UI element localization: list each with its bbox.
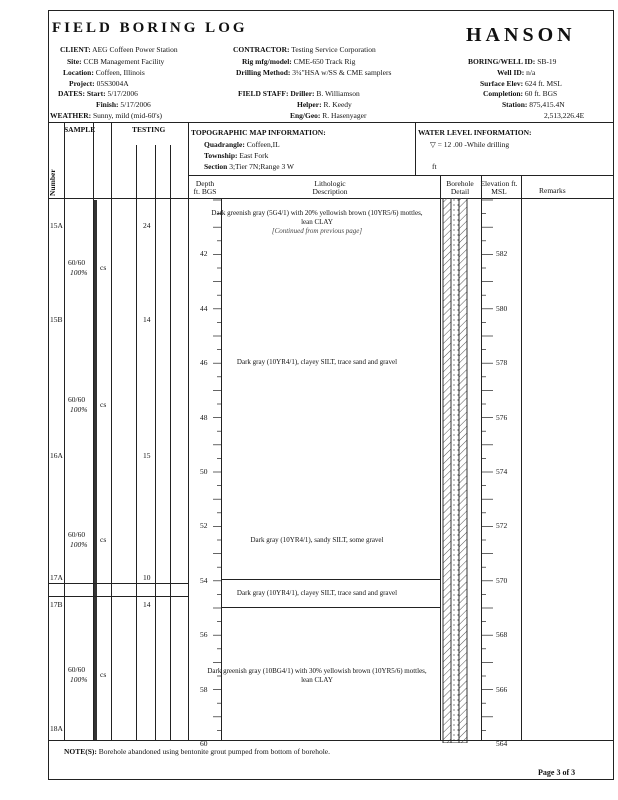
blow-count: 10 [143,573,151,582]
blow-count: 14 [143,600,151,609]
sample-type: cs [100,670,107,679]
sample-number: 16A [50,451,63,460]
depth-tick-label: 56 [200,630,208,640]
table-header-divider [48,198,614,199]
elevation-tick-label: 568 [496,630,508,640]
depth-col-header: Depth ft. BGS [193,179,217,196]
lith-description: Dark gray (10YR4/1), sandy SILT, some gravel [250,536,384,544]
lith-col-header: Lithologic Description [312,179,348,196]
blow-count: 15 [143,451,151,460]
elevation-tick-label: 578 [496,358,508,368]
sample-type: cs [100,400,107,409]
topo-heading: TOPOGRAPHIC MAP INFORMATION: [191,128,326,137]
page-title: FIELD BORING LOG [52,20,248,36]
boring-row: BORING/WELL ID: SB-19 [468,57,557,66]
lith-description: Dark gray (10YR4/1), clayey SILT, trace sand and gravel [236,358,398,366]
elevation-tick-label: 566 [496,684,508,694]
lith-description: Dark greenish gray (5G4/1) with 20% yellowish brown (10YR5/6) mottles, lean CLAY [211,209,423,226]
elevation-tick-label: 576 [496,412,508,422]
number-col-header: Number [48,169,57,196]
notes: NOTE(S): Borehole abandoned using bentonite grout pumped from bottom of borehole. [64,747,330,756]
elevation-tick-label: 582 [496,249,508,259]
elevation-tick-label: 572 [496,521,508,531]
sample-type: cs [100,263,107,272]
depth-tick-label: 52 [200,521,208,531]
water-heading: WATER LEVEL INFORMATION: [418,128,532,137]
recovery: 60/60 [68,395,86,404]
completion-row: Completion: 60 ft. BGS [483,89,558,98]
elevation-tick-label: 580 [496,303,508,313]
depth-tick-label: 42 [200,249,208,259]
elevation-tick-label: 564 [496,739,508,748]
lith-note: [Continued from previous page] [271,227,363,235]
remarks-col-header: Remarks [539,186,566,195]
blow-count: 24 [143,221,151,230]
depth-tick-label: 44 [200,303,208,313]
depth-tick-label: 58 [200,684,208,694]
lith-description: Dark greenish gray (10BG4/1) with 30% yellowish brown (10YR5/6) mottles, lean CLAY [207,667,427,684]
recovery: 60/60 [68,665,86,674]
rig-row: Rig mfg/model: CME-650 Track Rig [242,57,356,66]
contractor-row: CONTRACTOR: Testing Service Corporation [233,45,376,54]
section-row: Section 3;Tier 7N;Range 3 W [204,162,295,171]
footer-divider [48,740,614,741]
sample-number: 17B [50,600,63,609]
station-row: Station: 875,415.4N [502,100,565,109]
dates-row: DATES: Start: 5/17/2006 [58,89,138,98]
sample-number: 15A [50,221,63,230]
company-logo: HANSON [466,24,576,46]
recovery-pct: 100% [70,268,88,277]
elevation-tick-label: 574 [496,467,508,476]
recovery-pct: 100% [70,540,88,549]
surface-row: Surface Elev: 624 ft. MSL [480,79,562,88]
recovery-pct: 100% [70,675,88,684]
helper-row: Helper: R. Keedy [297,100,352,109]
page-number: Page 3 of 3 [538,768,576,777]
quad-row: Quadrangle: Coffeen,IL [204,140,280,149]
testing-heading: TESTING [132,125,166,134]
township-row: Township: East Fork [204,151,269,160]
sample-core-bar [94,200,97,740]
recovery: 60/60 [68,258,86,267]
weather-row: WEATHER: Sunny, mild (mid-60's) [50,111,162,120]
wellid-row: Well ID: n/a [497,68,536,77]
station-east: 2,513,226.4E [544,111,585,120]
depth-tick-label: 60 [200,739,208,748]
water-level-icon: ▽ [430,140,436,149]
water-level-1: ▽ = 12 .00 -While drilling [430,140,510,149]
lith-description: Dark gray (10YR4/1), clayey SILT, trace sand and gravel [236,589,398,597]
blow-count: 14 [143,315,151,324]
depth-tick-label: 54 [200,575,208,585]
borehole-col-header: Borehole Detail [446,179,474,196]
finish-row: Finish: 5/17/2006 [96,100,151,109]
depth-tick-label: 50 [200,467,208,476]
header-divider [48,122,614,123]
water-level-2: ft [432,162,437,171]
site-row: Site: CCB Management Facility [67,57,165,66]
location-row: Location: Coffeen, Illinois [63,68,145,77]
sample-number: 18A [50,724,63,733]
depth-tick-label: 46 [200,358,208,368]
recovery: 60/60 [68,530,86,539]
borehole-detail [440,198,481,743]
depth-tick-label: 48 [200,412,208,422]
sample-number: 17A [50,573,63,582]
elevation-tick-label: 570 [496,575,508,585]
staff-row: FIELD STAFF: Driller: B. Williamson [238,89,360,98]
recovery-pct: 100% [70,405,88,414]
elev-col-header: Elevation ft. MSL [480,179,518,196]
sample-heading: SAMPLE [64,125,96,134]
project-row: Project: 05S3004A [69,79,129,88]
eng-row: Eng/Geo: R. Hasenyager [290,111,367,120]
sample-type: cs [100,535,107,544]
client-row: CLIENT: AEG Coffeen Power Station [60,45,178,54]
drilling-row: Drilling Method: 3¼"HSA w/SS & CME samplers [236,68,392,77]
sample-number: 15B [50,315,63,324]
elevation-scale [481,198,495,743]
